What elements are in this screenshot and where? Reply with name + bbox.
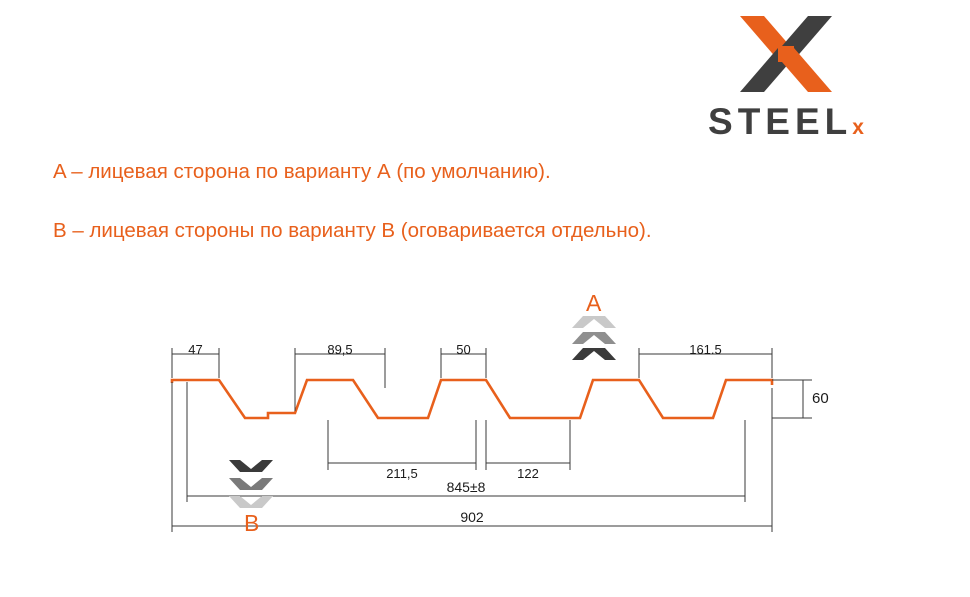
note-variant-b: B – лицевая стороны по варианту B (оговаривается отдельно). [53,219,652,242]
variant-b-label: B [244,510,260,536]
dimension-lines-middle [328,420,570,470]
note-variant-a: A – лицевая сторона по варианту А (по умолчанию). [53,160,551,183]
dim-label-122: 122 [517,466,539,481]
brand-wordmark-text: STEEL [708,101,853,142]
profile-cross-section-diagram [0,270,970,570]
dim-label-50: 50 [456,342,471,357]
dimension-line-height [772,380,812,418]
profile-outline [172,380,772,418]
brand-wordmark [686,102,886,142]
profile-drawing-svg [0,270,970,570]
dim-label-902: 902 [460,509,484,525]
dim-label-60: 60 [812,390,829,407]
dim-label-845: 845±8 [446,479,486,495]
dim-label-89-5: 89,5 [327,342,353,357]
dim-label-211-5: 211,5 [386,466,418,481]
dim-label-161-5: 161.5 [689,342,722,357]
variant-a-marker-icon [572,316,616,360]
variant-a-label: A [586,290,602,316]
brand-wordmark-suffix: x [852,116,864,139]
steelx-x-mark-icon [740,16,832,92]
brand-logo [686,16,886,144]
dim-label-47: 47 [188,342,203,357]
